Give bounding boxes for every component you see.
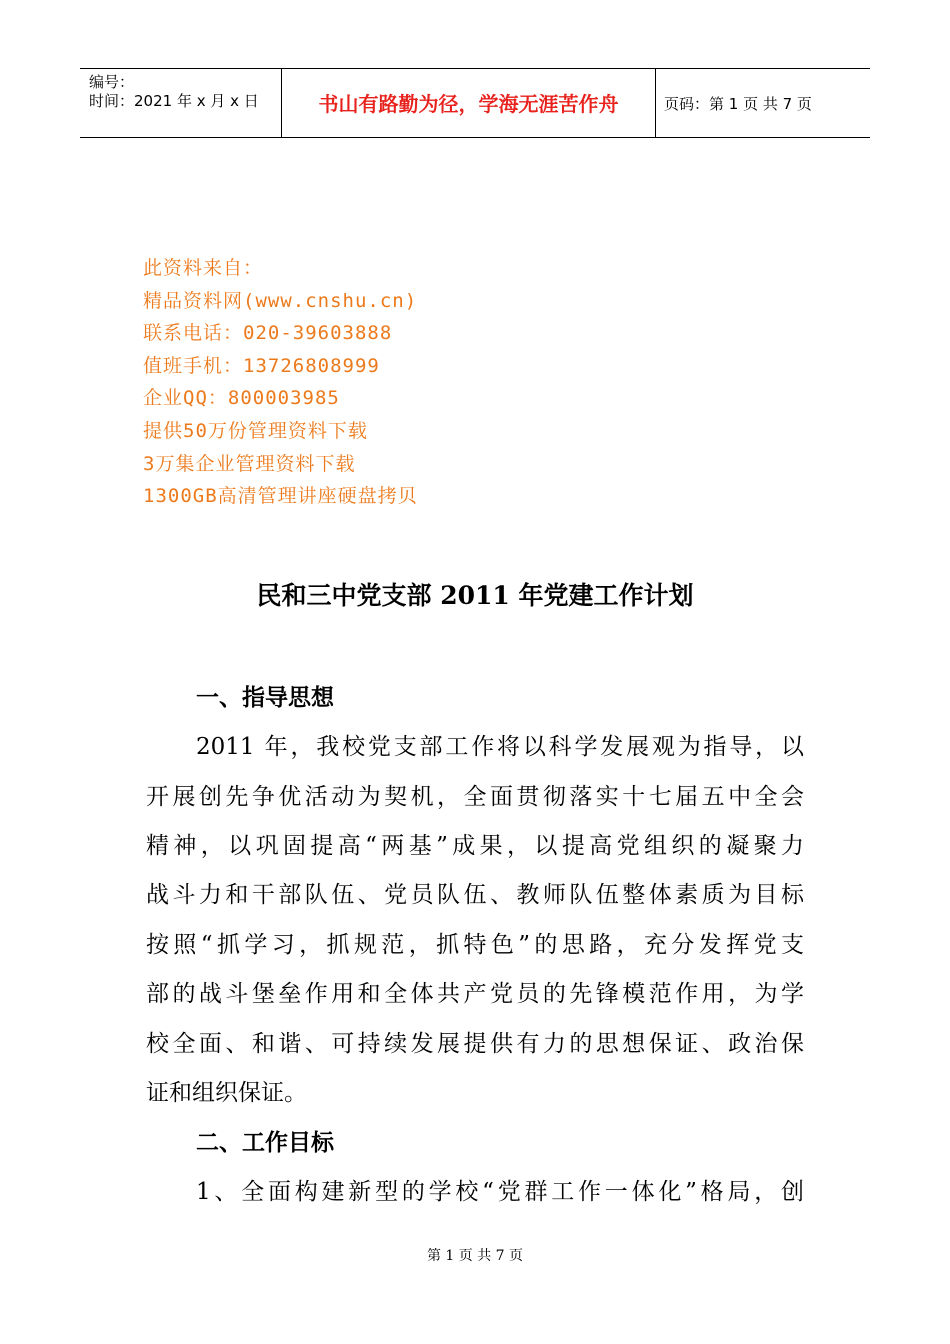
source-line: 企业QQ：800003985: [143, 387, 340, 410]
page-footer: 第 1 页 共 7 页: [426, 1248, 524, 1264]
section-heading: 二、工作目标: [196, 1129, 334, 1156]
source-line: 精品资料网(www.cnshu.cn): [143, 289, 418, 312]
document-title: 民和三中党支部 2011 年党建工作计划: [256, 581, 694, 610]
paragraph-line: 战斗力和干部队伍、党员队伍、教师队伍整体素质为目标: [146, 882, 804, 908]
paragraph-line: 2011 年，我校党支部工作将以科学发展观为指导，以: [196, 734, 804, 760]
source-line: 1300GB高清管理讲座硬盘拷贝: [143, 485, 418, 508]
source-line: 3万集企业管理资料下载: [143, 452, 356, 475]
date-label: 时间：2021 年 x 月 x 日: [89, 92, 259, 110]
paragraph-line: 证和组织保证。: [146, 1080, 307, 1106]
source-info-block: [143, 252, 418, 513]
paragraph-line: 校全面、和谐、可持续发展提供有力的思想保证、政治保: [146, 1031, 804, 1057]
source-line: 此资料来自：: [143, 257, 264, 279]
paragraph-line: 1、全面构建新型的学校“党群工作一体化”格局，创: [196, 1179, 804, 1205]
motto-text: 书山有路勤为径，学海无涯苦作舟: [318, 92, 619, 116]
paragraph-line: 按照“抓学习，抓规范，抓特色”的思路，充分发挥党支: [146, 932, 804, 958]
paragraph-line: 开展创先争优活动为契机，全面贯彻落实十七届五中全会: [146, 784, 804, 810]
number-label: 编号：: [89, 73, 135, 91]
source-line: 联系电话：020-39603888: [143, 322, 393, 345]
page-info: 页码：第 1 页 共 7 页: [664, 95, 812, 113]
paragraph-line: 部的战斗堡垒作用和全体共产党员的先锋模范作用，为学: [146, 981, 804, 1007]
source-line: 提供50万份管理资料下载: [143, 419, 368, 442]
header-meta-cell: [80, 69, 282, 137]
header-motto-cell: [282, 69, 656, 137]
header-table: [80, 68, 870, 138]
section-heading: 一、指导思想: [196, 684, 334, 711]
paragraph-line: 精神，以巩固提高“两基”成果，以提高党组织的凝聚力: [146, 833, 804, 859]
header-page-cell: [656, 69, 870, 137]
source-line: 值班手机：13726808999: [143, 354, 380, 377]
